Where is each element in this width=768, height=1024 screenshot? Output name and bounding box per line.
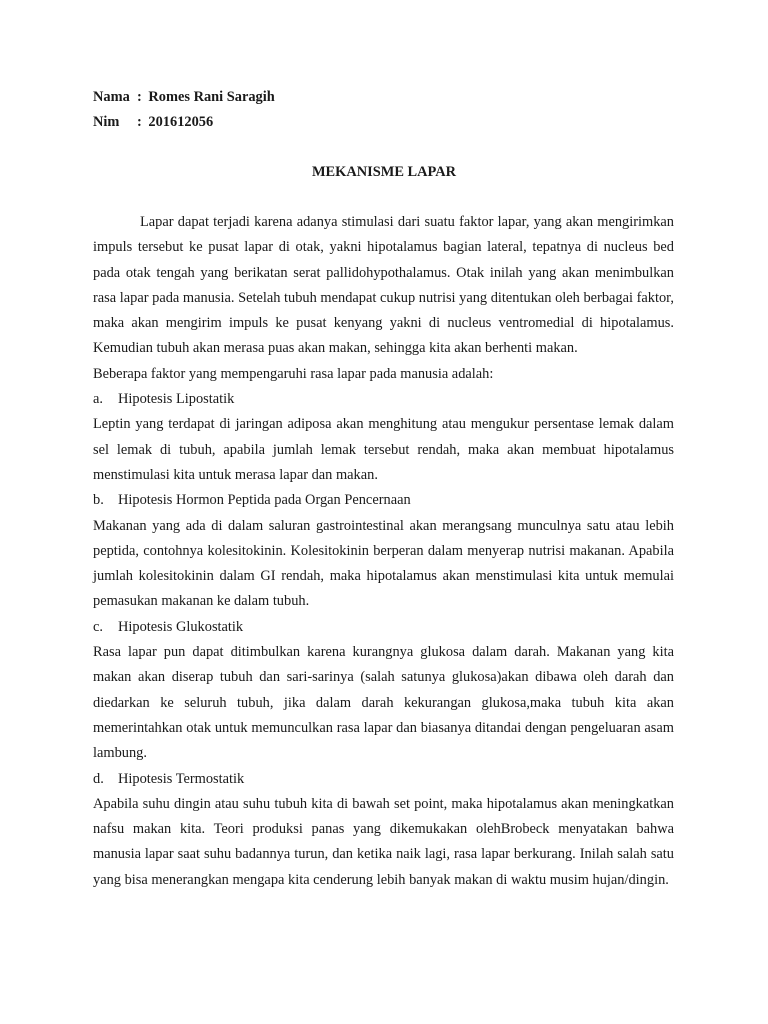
list-marker: d. (93, 770, 104, 787)
factors-intro: Beberapa faktor yang mempengaruhi rasa lapar pada manusia adalah: (93, 365, 494, 382)
name-row (93, 87, 275, 107)
list-marker: b. (93, 492, 104, 509)
list-item-body: Leptin yang terdapat di jaringan adiposa akan menghitung atau mengukur persentase lemak dalam sel lemak di tubuh, apabila jumlah lemak tersebut rendah, maka akan membuat hipotalamus menstimulasi kita untuk merasa lapar dan makan. (93, 416, 674, 483)
list-item-heading (93, 615, 674, 640)
name-colon: : (137, 89, 142, 105)
document-body (93, 210, 674, 893)
intro-paragraph: Lapar dapat terjadi karena adanya stimulasi dari suatu faktor lapar, yang akan mengirimkan impuls tersebut ke pusat lapar di otak, yakni hipotalamus bagian lateral, tepatnya di nucleus bed pada otak tengah yang berikatan serat pallidohypothalamus. Otak inilah yang akan menimbulkan rasa lapar pada manusia. Setelah tubuh mendapat cukup nutrisi yang ditentukan oleh berbagai faktor, maka akan mengirim impuls ke pusat kenyang yakni di nucleus ventromedial di hipotalamus. Kemudian tubuh akan merasa puas akan makan, sehingga kita akan berhenti makan. (93, 214, 674, 357)
list-item-heading (93, 767, 674, 792)
nim-row (93, 112, 213, 132)
list-item-body: Rasa lapar pun dapat ditimbulkan karena kurangnya glukosa dalam darah. Makanan yang kita makan akan diserap tubuh dan sari-sarinya (salah satunya glukosa)akan dibawa oleh darah dan diedarkan ke seluruh tubuh, jika dalam darah kekurangan glukosa,maka tubuh kita akan memerintahkan otak untuk memunculkan rasa lapar dan biasanya ditandai dengan pengeluaran asam lambung. (93, 644, 674, 762)
list-item-title: Hipotesis Glukostatik (118, 618, 244, 635)
nim-label: Nim (93, 114, 120, 130)
list-item-body: Makanan yang ada di dalam saluran gastrointestinal akan merangsang munculnya satu atau lebih peptida, contohnya kolesitokinin. Kolesitokinin berperan dalam menyerap nutrisi makanan. Apabila jumlah kolesitokinin dalam GI rendah, maka hipotalamus akan menstimulasi kita untuk memulai pemasukan makanan ke dalam tubuh. (93, 517, 674, 610)
list-item (93, 767, 674, 893)
list-item-title: Hipotesis Termostatik (118, 770, 245, 787)
list-item (93, 488, 674, 614)
name-label: Nama (93, 89, 130, 105)
list-item-title: Hipotesis Lipostatik (118, 391, 235, 408)
list-item-title: Hipotesis Hormon Peptida pada Organ Pencernaan (118, 492, 411, 509)
list-item-heading (93, 488, 674, 513)
nim-colon: : (137, 114, 142, 130)
list-item-heading (93, 387, 674, 412)
list-item (93, 615, 674, 767)
list-item (93, 387, 674, 488)
document-title: MEKANISME LAPAR (311, 164, 457, 180)
name-value: Romes Rani Saragih (148, 89, 275, 105)
list-item-body: Apabila suhu dingin atau suhu tubuh kita di bawah set point, maka hipotalamus akan meningkatkan nafsu makan kita. Teori produksi panas yang dikemukakan olehBrobeck menyatakan bahwa manusia lapar saat suhu badannya turun, dan ketika naik lagi, rasa lapar berkurang. Inilah salah satu yang bisa menerangkan mengapa kita cenderung lebih banyak makan di waktu musim hujan/dingin. (93, 795, 674, 888)
list-marker: a. (93, 391, 103, 408)
nim-value: 201612056 (148, 114, 214, 130)
list-marker: c. (93, 618, 103, 635)
